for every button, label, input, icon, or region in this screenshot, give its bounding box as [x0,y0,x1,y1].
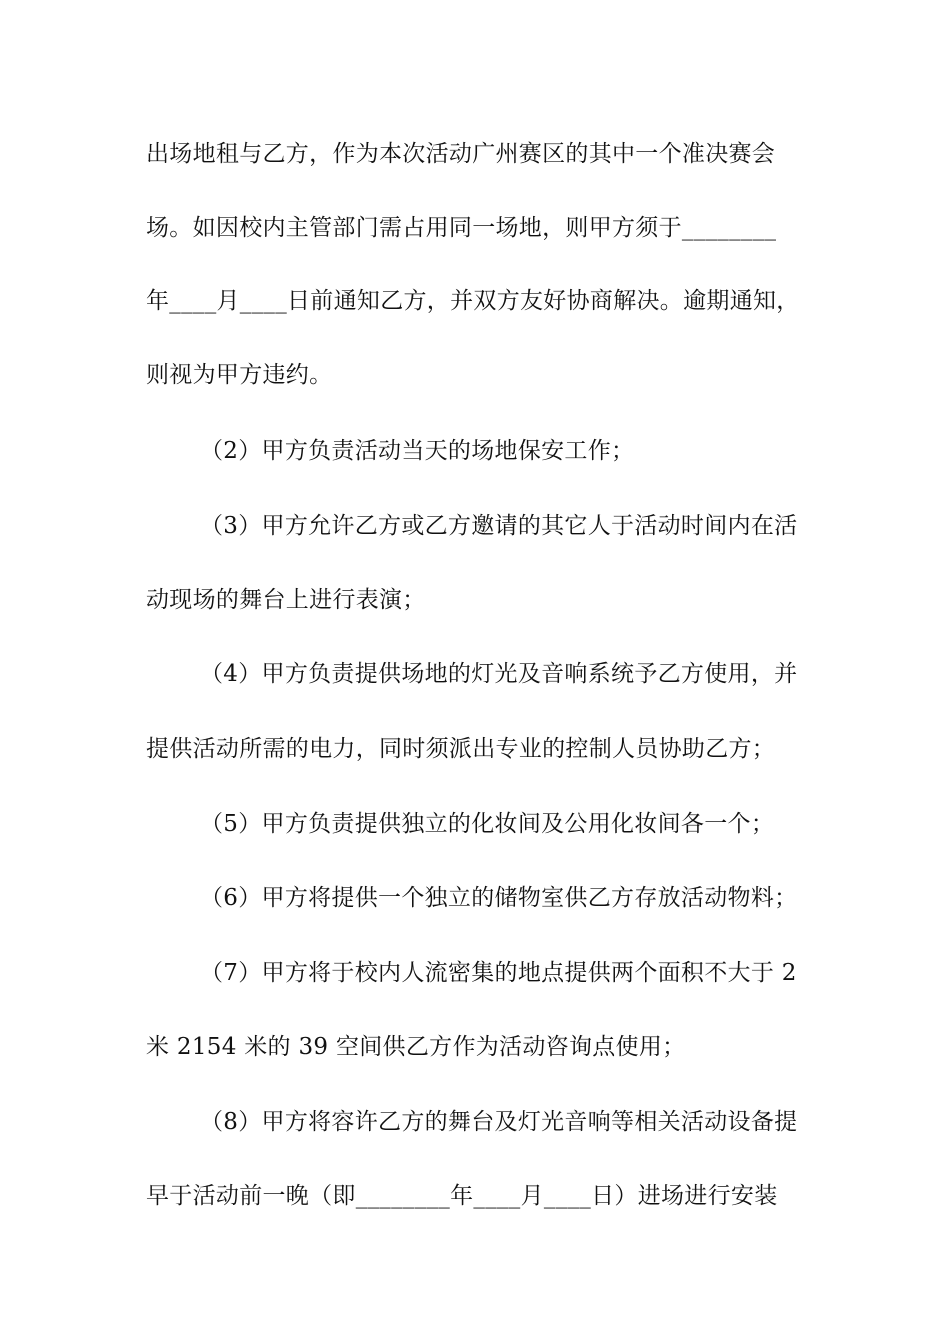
text-line: （2）甲方负责活动当天的场地保安工作； [200,438,635,464]
text-line: 早于活动前一晚（即________年____月____日）进场进行安装 [146,1183,778,1209]
text-line: （4）甲方负责提供场地的灯光及音响系统予乙方使用，并 [200,661,798,687]
text-line: 场。如因校内主管部门需占用同一场地，则甲方须于________ [146,215,777,241]
text-line: （5）甲方负责提供独立的化妆间及公用化妆间各一个； [200,811,775,837]
text-line: 动现场的舞台上进行表演； [146,587,426,613]
text-line: 出场地租与乙方，作为本次活动广州赛区的其中一个准决赛会 [146,141,776,167]
text-line: （3）甲方允许乙方或乙方邀请的其它人于活动时间内在活 [200,513,798,539]
text-line: 则视为甲方违约。 [146,362,333,388]
text-line: （6）甲方将提供一个独立的储物室供乙方存放活动物料； [200,885,798,911]
text-line: 提供活动所需的电力，同时须派出专业的控制人员协助乙方； [146,736,776,762]
text-line: 米 2154 米的 39 空间供乙方作为活动咨询点使用； [146,1034,686,1060]
text-line: （7）甲方将于校内人流密集的地点提供两个面积不大于 2 [200,960,797,986]
text-line: （8）甲方将容许乙方的舞台及灯光音响等相关活动设备提 [200,1109,798,1135]
text-line: 年____月____日前通知乙方，并双方友好协商解决。逾期通知， [146,288,800,314]
